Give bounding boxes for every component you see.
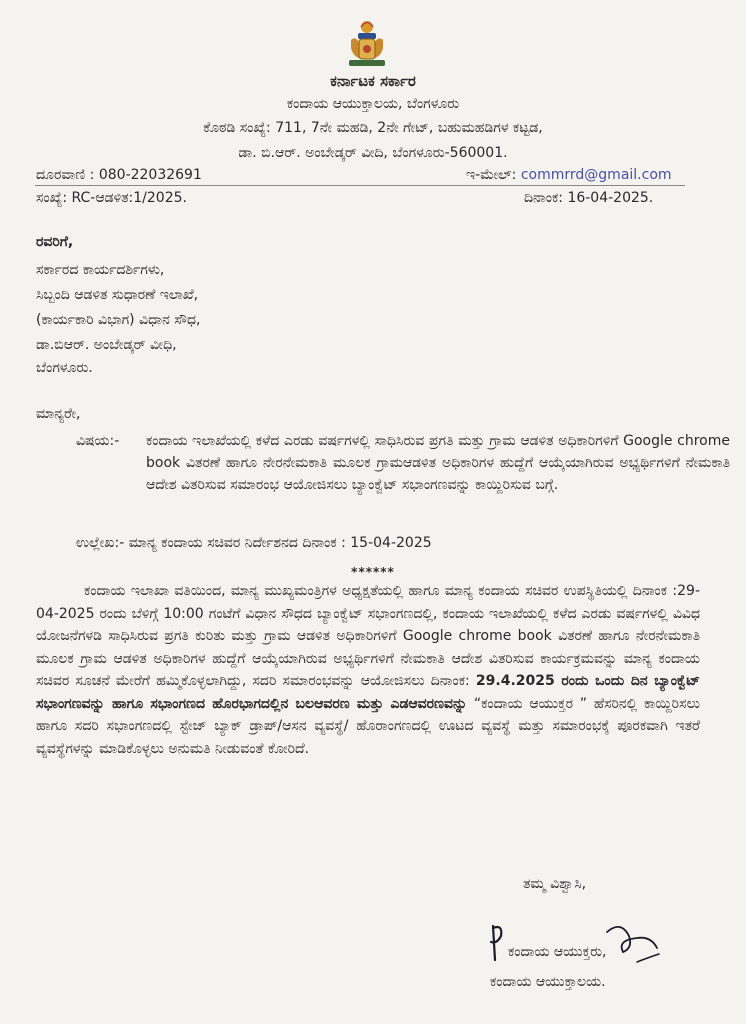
letter-date: ದಿನಾಂಕ: 16-04-2025. [524,190,654,206]
recipient-heading: ರವರಿಗೆ, [36,234,74,250]
reference-block [76,535,432,551]
office-address-line-1: ಕೊಠಡಿ ಸಂಖ್ಯೆ: 711, 7ನೇ ಮಹಡಿ, 2ನೇ ಗೇಟ್, ಬಹುಮಹಡಿಗಳ ಕಟ್ಟಡ, [203,120,543,136]
signatory-title: ಕಂದಾಯ ಆಯುಕ್ತರು, [508,944,607,960]
reference-number: ಸಂಖ್ಯೆ: RC-ಆಡಳಿತ:1/2025. [36,190,187,206]
reference-text: ಮಾನ್ಯ ಕಂದಾಯ ಸಚಿವರ ನಿರ್ದೇಶನದ ದಿನಾಂಕ : 15-04-2025 [128,535,432,551]
header-divider [35,185,685,186]
subject-text: ಕಂದಾಯ ಇಲಾಖೆಯಲ್ಲಿ ಕಳೆದ ಎರಡು ವರ್ಷಗಳಲ್ಲಿ ಸಾಧಿಸಿರುವ ಪ್ರಗತಿ ಮತ್ತು ಗ್ರಾಮ ಆಡಳಿತ ಅಧಿಕಾರಿಗಳಿಗೆ Google chrome book ವಿತರಣೆ ಹಾಗೂ ನೇರನೇಮಕಾತಿ ಮೂಲಕ ಗ್ರಾಮಆಡಳಿತ ಅಧಿಕಾರಿಗಳ ಹುದ್ದೆಗೆ ಆಯ್ಕೆಯಾಗಿರುವ ಅಭ್ಯರ್ಥಿಗಳಿಗೆ ನೇಮಕಾತಿ ಆದೇಶ ವಿತರಿಸುವ ಸಮಾರಂಭ ಆಯೋಜಿಸಲು ಬ್ಯಾಂಕ್ವೆಟ್ ಸಭಾಂಗಣವನ್ನು ಕಾಯ್ದಿರಿಸುವ ಬಗ್ಗೆ. [146,433,730,493]
recipient-line: ಸರ್ಕಾರದ ಕಾರ್ಯದರ್ಶಿಗಳು, [36,262,165,278]
email-line [466,167,672,183]
recipient-line: ಡಾ.ಬಿಆರ್. ಅಂಬೇಡ್ಕರ್ ವೀಧಿ, [36,337,177,353]
phone-number: ದೂರವಾಣಿ : 080-22032691 [36,167,202,183]
email-label: ಇ-ಮೇಲ್: [466,167,517,183]
body-paragraph [36,580,700,760]
karnataka-emblem-icon [341,18,393,70]
email-address: commrrd@gmail.com [520,167,672,183]
office-name: ಕಂದಾಯ ಆಯುಕ್ತಾಲಯ, ಬೆಂಗಳೂರು [286,96,460,112]
separator: ****** [351,565,395,579]
recipient-line: ಬೆಂಗಳೂರು. [36,360,93,376]
body-text-2: “ಕಂದಾಯ ಆಯುಕ್ತರ ” ಹೆಸರಿನಲ್ಲಿ ಕಾಯ್ದಿರಿಸಲು ಹಾಗೂ ಸದರಿ ಸಭಾಂಗಣದಲ್ಲಿ ಸ್ಟೇಜ್ ಬ್ಯಾಕ್ ಡ್ರಾಪ್/ಆಸನ ವ್ಯವಸ್ಥೆ/ ಹೊರಾಂಗಣದಲ್ಲಿ ಊಟದ ವ್ಯವಸ್ಥೆ ಮತ್ತು ಸಮಾರಂಭಕ್ಕೆ ಪೂರಕವಾಗಿ ಇತರೆ ವ್ಯವಸ್ಥೆಗಳನ್ನು ಮಾಡಿಕೊಳ್ಳಲು ಅನುಮತಿ ನೀಡುವಂತೆ ಕೋರಿದೆ. [36,695,700,757]
salutation: ಮಾನ್ಯರೇ, [36,406,81,422]
government-name: ಕರ್ನಾಟಕ ಸರ್ಕಾರ [330,72,416,90]
recipient-line: ಸಿಬ್ಬಂದಿ ಆಡಳಿತ ಸುಧಾರಣೆ ಇಲಾಖೆ, [36,287,199,303]
subject-label: ವಿಷಯ:- [76,433,120,449]
recipient-line: (ಕಾರ್ಯಕಾರಿ ವಿಭಾಗ) ವಿಧಾನ ಸೌಧ, [36,312,201,328]
body-text-bold: 29.4.2025 ರಂದು ಒಂದು ದಿನ ಬ್ಯಾಂಕ್ವೆಟ್ ಸಭಾಂಗಣವನ್ನು ಹಾಗೂ ಸಭಾಂಗಣದ ಹೊರಭಾಗದಲ್ಲಿನ ಬಲಆವರಣ ಮತ್ತು ಎಡಆವರಣವನ್ನು [36,673,700,712]
body-text-1: ಕಂದಾಯ ಇಲಾಖಾ ವತಿಯಿಂದ, ಮಾನ್ಯ ಮುಖ್ಯಮಂತ್ರಿಗಳ ಅಧ್ಯಕ್ಷತೆಯಲ್ಲಿ ಹಾಗೂ ಮಾನ್ಯ ಕಂದಾಯ ಸಚಿವರ ಉಪಸ್ಥಿತಿಯಲ್ಲಿ ದಿನಾಂಕ :29-04-2025 ರಂದು ಬೆಳಿಗ್ಗೆ 10:00 ಗಂಟೆಗೆ ವಿಧಾನ ಸೌಧದ ಬ್ಯಾಂಕ್ವೆಟ್ ಸಭಾಂಗಣದಲ್ಲಿ, ಕಂದಾಯ ಇಲಾಖೆಯಲ್ಲಿ ಕಳೆದ ಎರಡು ವರ್ಷಗಳಲ್ಲಿ ವಿವಿಧ ಯೋಜನೆಗಳಡಿ ಸಾಧಿಸಿರುವ ಪ್ರಗತಿ ಕುರಿತು ಮತ್ತು ಗ್ರಾಮ ಆಡಳಿತ ಅಧಿಕಾರಿಗಳಿಗೆ Google chrome book ವಿತರಣೆ ಹಾಗೂ ನೇರನೇಮಕಾತಿ ಮೂಲಕ ಗ್ರಾಮ ಆಡಳಿತ ಅಧಿಕಾರಿಗಳ ಹುದ್ದೆಗೆ ಆಯ್ಕೆಯಾಗಿರುವ ಅಭ್ಯರ್ಥಿಗಳಿಗೆ ನೇಮಕಾತಿ ಆದೇಶ ವಿತರಿಸುವ ಕಾರ್ಯಕ್ರಮವನ್ನು ಮಾನ್ಯ ಕಂದಾಯ ಸಚಿವರ ಸೂಚನೆ ಮೇರೆಗೆ ಹಮ್ಮಿಕೊಳ್ಳಲಾಗಿದ್ದು, ಸದರಿ ಸಮಾರಂಭವನ್ನು ಆಯೋಜಿಸಲು ದಿನಾಂಕ: [36,583,700,689]
signatory-office: ಕಂದಾಯ ಆಯುಕ್ತಾಲಯ. [490,974,606,990]
office-address-line-2: ಡಾ. ಬಿ.ಆರ್. ಅಂಬೇಡ್ಕರ್ ವೀದಿ, ಬೆಂಗಳೂರು-560001. [238,145,508,161]
sign-off: ತಮ್ಮ ವಿಶ್ವಾಸಿ, [523,876,587,892]
reference-label: ಉಲ್ಲೇಖ:- [76,535,125,551]
